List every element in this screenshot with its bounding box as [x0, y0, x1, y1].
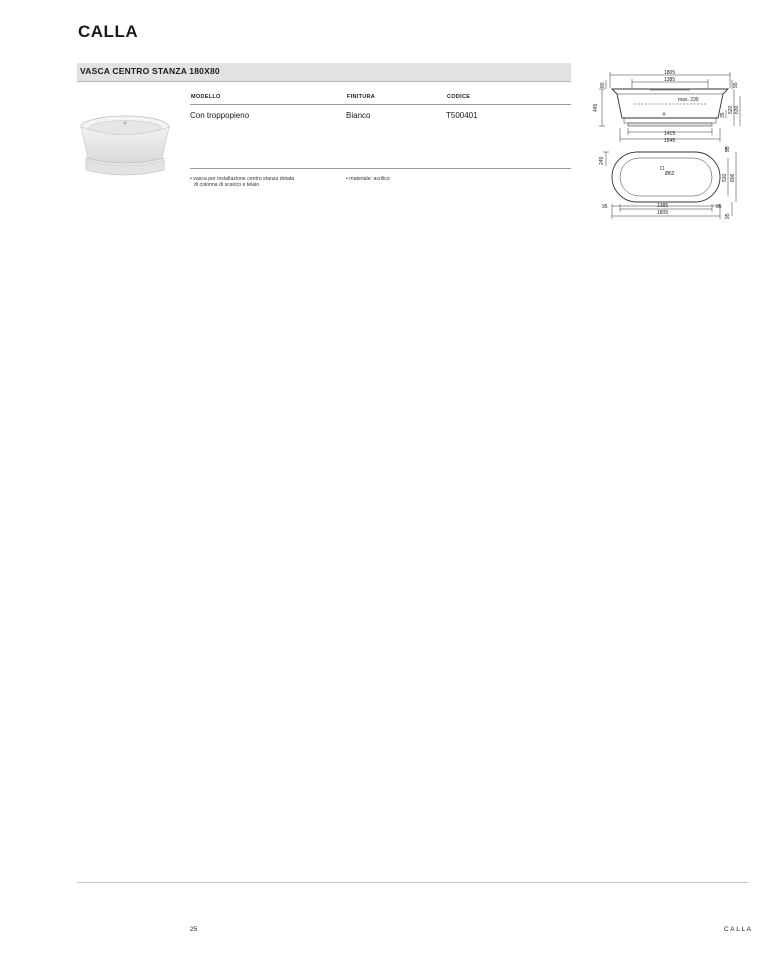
note-line: • vasca per installazione centro stanza dotata [190, 176, 295, 182]
dim-plan-drain: Ø62 [665, 171, 675, 177]
table-cell-modello: Con troppopieno [190, 111, 250, 120]
column-header-finitura: FINITURA [347, 94, 376, 100]
dim-plan-bottom-inner: 1385 [657, 203, 669, 209]
dim-side-max: max. 230 [678, 97, 699, 103]
dim-plan-bottom-right-vertical: 95 [725, 213, 731, 219]
bathtub-product-image [76, 112, 174, 183]
footer-divider [77, 882, 749, 883]
feature-note-installation [190, 176, 294, 188]
dim-side-right-rim: 95 [733, 82, 739, 88]
dim-plan-right-outer: 806 [730, 173, 736, 182]
dim-side-top-inner: 1385 [664, 77, 676, 83]
dim-plan-bottom-right: 95 [716, 204, 722, 210]
footer-brand: CALLA [724, 926, 753, 933]
column-header-codice: CODICE [447, 94, 471, 100]
dim-side-base-outer: 1545 [664, 138, 676, 144]
note-line: di colonna di scarico e telaio [194, 182, 260, 189]
dim-side-top-overall: 1805 [664, 70, 676, 76]
dim-plan-top-right: 95 [725, 146, 731, 152]
dim-side-left-rim: 80 [600, 82, 606, 88]
technical-drawing-side-view [590, 66, 750, 151]
dim-side-right-mid: 520 [728, 105, 734, 114]
table-cell-finitura: Bianco [346, 111, 371, 120]
brand-title: CALLA [78, 22, 139, 41]
dim-plan-right-inner: 530 [722, 173, 728, 182]
dim-plan-left-offset: 245 [599, 156, 605, 165]
dim-plan-bottom-outer: 1805 [657, 210, 669, 216]
page-number: 25 [190, 926, 198, 933]
dim-side-right-small: 35 [720, 112, 726, 118]
column-header-modello: MODELLO [191, 94, 221, 100]
dim-side-right-total: 630 [734, 105, 740, 114]
table-cell-codice: T500401 [446, 111, 478, 120]
section-title: VASCA CENTRO STANZA 180X80 [80, 66, 220, 76]
dim-plan-bottom-left: 95 [602, 204, 608, 210]
technical-drawing-plan-view [590, 144, 750, 229]
dim-side-base-inner: 1415 [664, 131, 676, 137]
table-row-divider [190, 168, 571, 169]
feature-note-material [346, 176, 390, 182]
table-header-divider [190, 104, 571, 105]
note-line: • materiale: acrilico [346, 176, 390, 182]
dim-side-left-height: 445 [593, 103, 599, 112]
